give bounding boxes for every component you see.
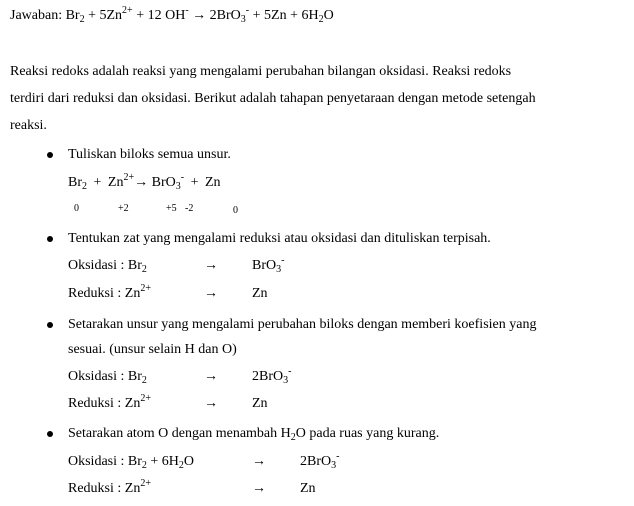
intro-line-2: terdiri dari reduksi dan oksidasi. Berikut adalah tahapan penyetaraan dengan metode setengah: [10, 91, 536, 106]
ox-number: 0: [74, 203, 79, 214]
ox-number: -2: [185, 203, 194, 214]
step-3-ox-product: [252, 366, 292, 386]
bullet-icon: [47, 236, 53, 242]
ox-product-sup: -: [288, 366, 292, 377]
eq-zn-sup: 2+: [123, 172, 135, 183]
answer-arrow: → 2BrO: [188, 8, 241, 23]
eq-bro-sub: 3: [175, 181, 181, 192]
eq-plus-2: +: [190, 175, 199, 190]
ox-product-sub: 3: [283, 375, 289, 386]
reduction-label: Reduksi : Zn: [68, 286, 141, 301]
step-4-red-product: Zn: [300, 481, 316, 496]
step-1-equation: [68, 172, 221, 192]
oxidation-sub: 2: [141, 460, 147, 471]
ox-product: BrO: [252, 258, 277, 273]
oxidation-label: Oksidasi : Br: [68, 454, 142, 469]
intro-line-3: reaksi.: [10, 118, 47, 133]
step-2-red-product: Zn: [252, 286, 268, 301]
step-4-ox-arrow: →: [252, 454, 266, 469]
ox-product-sub: 3: [276, 264, 282, 275]
ox-product-sup: -: [336, 451, 340, 462]
oxidation-sub: 2: [141, 264, 147, 275]
eq-br: Br: [68, 175, 82, 190]
step-2-text: Tentukan zat yang mengalami reduksi atau oksidasi dan dituliskan terpisah.: [68, 231, 491, 246]
answer-bro-sub: 3: [240, 14, 246, 25]
step-4-ox-product: [300, 451, 340, 471]
step-2-reduction: [68, 283, 151, 301]
answer-br: Br: [65, 8, 80, 23]
eq-arrow: →: [134, 175, 149, 190]
ox-number: +5: [166, 203, 177, 214]
oxidation-water-sub: 2: [178, 460, 184, 471]
answer-h2o-sub: 2: [318, 14, 324, 25]
step-3-red-product: Zn: [252, 396, 268, 411]
oxidation-water: + 6H: [146, 454, 179, 469]
oxidation-label: Oksidasi : Br: [68, 258, 142, 273]
reduction-sup: 2+: [140, 393, 151, 404]
eq-br-sub: 2: [82, 181, 87, 192]
answer-equation: [10, 5, 334, 25]
step-4-text-b: O pada ruas yang kurang.: [295, 426, 440, 441]
reduction-sup: 2+: [140, 478, 151, 489]
answer-zn: + 5Zn: [84, 8, 123, 23]
answer-o: O: [323, 8, 334, 23]
ox-product-sub: 3: [331, 460, 337, 471]
step-2-red-arrow: →: [204, 286, 218, 301]
oxidation-water-end: O: [183, 454, 195, 469]
step-2-oxidation: [68, 259, 147, 273]
answer-zn-sup: 2+: [122, 5, 133, 16]
step-3-reduction: [68, 393, 151, 411]
reduction-label: Reduksi : Zn: [68, 481, 141, 496]
answer-oh: + 12 OH: [132, 8, 186, 23]
eq-zn: Zn: [107, 175, 124, 190]
step-4-oxidation: [68, 455, 194, 469]
step-4-text-a: Setarakan atom O dengan menambah H: [68, 426, 291, 441]
ox-number: 0: [233, 205, 238, 216]
eq-zn-product: Zn: [204, 175, 221, 190]
ox-product-sup: -: [281, 255, 285, 266]
ox-product: 2BrO: [252, 369, 284, 384]
step-2-ox-arrow: →: [204, 258, 218, 273]
bullet-icon: [47, 322, 53, 328]
step-4-reduction: [68, 478, 151, 496]
answer-rest: + 5Zn + 6H: [249, 8, 319, 23]
answer-label: Jawaban:: [10, 8, 63, 23]
step-3-red-arrow: →: [204, 396, 218, 411]
eq-plus: +: [93, 175, 102, 190]
step-3-ox-arrow: →: [204, 369, 218, 384]
eq-bro: BrO: [151, 175, 176, 190]
step-3-oxidation: [68, 370, 147, 384]
bullet-icon: [47, 431, 53, 437]
step-2-ox-product: [252, 255, 285, 275]
ox-number: +2: [118, 203, 129, 214]
oxidation-label: Oksidasi : Br: [68, 369, 142, 384]
step-4-red-arrow: →: [252, 481, 266, 496]
step-3-text-2: sesuai. (unsur selain H dan O): [68, 342, 237, 357]
reduction-sup: 2+: [140, 283, 151, 294]
answer-br-sub: 2: [79, 14, 85, 25]
eq-bro-sup: -: [180, 172, 185, 183]
step-4-text: [68, 427, 439, 441]
intro-line-1: Reaksi redoks adalah reaksi yang mengalami perubahan bilangan oksidasi. Reaksi redoks: [10, 64, 512, 79]
step-3-text-1: Setarakan unsur yang mengalami perubahan biloks dengan memberi koefisien yang: [68, 317, 537, 332]
step-1-text: Tuliskan biloks semua unsur.: [68, 147, 231, 162]
bullet-icon: [47, 152, 53, 158]
step-4-text-sub: 2: [290, 432, 296, 443]
oxidation-sub: 2: [141, 375, 147, 386]
answer-bro-sup: -: [245, 5, 250, 16]
answer-oh-sup: -: [185, 5, 189, 16]
ox-product: 2BrO: [300, 454, 332, 469]
reduction-label: Reduksi : Zn: [68, 396, 141, 411]
